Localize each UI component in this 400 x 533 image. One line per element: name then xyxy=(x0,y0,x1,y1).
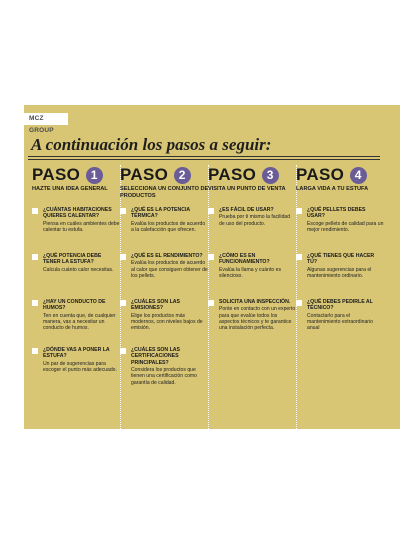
step-number-badge: 1 xyxy=(86,167,103,184)
checkbox[interactable] xyxy=(208,254,214,260)
item-question: ¿QUÉ DEBES PEDIRLE AL TÉCNICO? xyxy=(307,299,373,312)
item-answer: Escoge pellets de calidad para un mejor rendimiento. xyxy=(307,220,384,234)
checkbox[interactable] xyxy=(296,300,302,306)
checklist-item xyxy=(32,253,120,273)
item-answer: Evalúa los productos de acuerdo al calor que consiguen obtener de los pellets. xyxy=(131,260,208,279)
headline-divider xyxy=(28,156,380,157)
step-title: HAZTE UNA IDEA GENERAL xyxy=(32,186,108,192)
item-answer: Un par de sugerencias para escoger el punto más adecuado. xyxy=(43,360,117,374)
checklist-item xyxy=(296,299,384,331)
step-title: VISITA UN PUNTO DE VENTA xyxy=(208,186,286,192)
brand-bar xyxy=(24,113,68,134)
checkbox[interactable] xyxy=(296,254,302,260)
step-number-badge: 2 xyxy=(174,167,191,184)
step-column-2 xyxy=(116,165,209,429)
item-question: SOLICITA UNA INSPECCIÓN. xyxy=(219,299,291,305)
checklist-item xyxy=(32,347,120,373)
brand-logo: MCZ GROUP xyxy=(29,115,54,134)
item-question: ¿QUÉ ES EL RENDIMIENTO? xyxy=(131,253,203,259)
checkbox[interactable] xyxy=(32,300,38,306)
checklist-item xyxy=(120,299,208,331)
item-answer: Contactarlo para el mantenimiento extraordinario anual xyxy=(307,312,373,332)
checkbox[interactable] xyxy=(296,208,302,214)
item-question: ¿CUÁLES SON LAS CERTIFICACIONES PRINCIPALES? xyxy=(131,347,180,366)
checkbox[interactable] xyxy=(120,300,126,306)
item-question: ¿HAY UN CONDUCTO DE HUMOS? xyxy=(43,299,106,312)
step-word: PASO xyxy=(32,165,81,184)
step-column-1 xyxy=(28,165,120,429)
item-question: ¿CUÁNTAS HABITACIONES QUIERES CALENTAR? xyxy=(43,207,112,220)
item-answer: Calcula cuánto calor necesitas. xyxy=(43,266,114,273)
item-question: ¿QUÉ ES LA POTENCIA TÉRMICA? xyxy=(131,207,190,220)
checklist-item xyxy=(120,207,208,233)
step-header xyxy=(296,165,367,185)
checklist-item xyxy=(32,299,120,331)
item-answer: Elige los productos más modernos, con niveles bajos de emisión. xyxy=(131,312,203,332)
checklist-item xyxy=(120,253,208,279)
checklist-item xyxy=(208,207,296,227)
step-number-badge: 3 xyxy=(262,167,279,184)
step-header xyxy=(32,165,103,185)
checklist-item xyxy=(120,347,208,386)
headline: A continuación los pasos a seguir: xyxy=(31,135,272,154)
item-question: ¿QUÉ TIENES QUE HACER TÚ? xyxy=(307,253,375,266)
checklist-item xyxy=(296,253,384,279)
step-column-4 xyxy=(292,165,384,429)
checklist-item xyxy=(296,207,384,233)
checklist-item xyxy=(208,299,296,331)
steps-panel xyxy=(24,105,400,429)
checkbox[interactable] xyxy=(120,348,126,354)
item-answer: Evalúa los productos de acuerdo a la calefacción que ofrecen. xyxy=(131,220,206,234)
step-title: SELECCIONA UN CONJUNTO DE PRODUCTOS xyxy=(120,186,209,199)
checkbox[interactable] xyxy=(120,254,126,260)
checkbox[interactable] xyxy=(32,348,38,354)
item-answer: Ten en cuenta que, de cualquier manera, vas a necesitar un conducto de humos. xyxy=(43,312,116,332)
item-answer: Ponte en contacto con un experto para que evalúe todos los aspectos técnicos y te garantice una instalación perfecta. xyxy=(219,306,296,332)
step-number-badge: 4 xyxy=(350,167,367,184)
item-question: ¿DÓNDE VAS A PONER LA ESTUFA? xyxy=(43,347,110,360)
checklist-item xyxy=(32,207,120,233)
checkbox[interactable] xyxy=(208,300,214,306)
item-question: ¿QUÉ POTENCIA DEBE TENER LA ESTUFA? xyxy=(43,253,102,266)
item-question: ¿ES FÁCIL DE USAR? xyxy=(219,207,274,213)
step-word: PASO xyxy=(208,165,257,184)
item-question: ¿CUÁLES SON LAS EMISIONES? xyxy=(131,299,180,312)
item-answer: Evalúa la llama y cuánto es silencioso. xyxy=(219,266,282,280)
checkbox[interactable] xyxy=(120,208,126,214)
headline-divider-secondary xyxy=(28,159,380,160)
item-answer: Prueba por ti mismo la facilidad de uso del producto. xyxy=(219,214,291,227)
checkbox[interactable] xyxy=(32,254,38,260)
step-header xyxy=(120,165,191,185)
item-answer: Algunas sugerencias para el mantenimiento ordinario. xyxy=(307,266,372,280)
step-column-3 xyxy=(204,165,296,429)
step-word: PASO xyxy=(296,165,345,184)
checkbox[interactable] xyxy=(208,208,214,214)
checklist-item xyxy=(208,253,296,279)
item-question: ¿CÓMO ES EN FUNCIONAMIENTO? xyxy=(219,253,270,266)
checkbox[interactable] xyxy=(32,208,38,214)
step-header xyxy=(208,165,279,185)
item-answer: Considera los productos que tienen una certificación como garantía de calidad. xyxy=(131,367,197,386)
step-title: LARGA VIDA A TU ESTUFA xyxy=(296,186,369,192)
item-answer: Piensa en cuáles ambientes debe calentar tu estufa. xyxy=(43,220,120,234)
item-question: ¿QUÉ PELLETS DEBES USAR? xyxy=(307,207,366,220)
step-word: PASO xyxy=(120,165,169,184)
